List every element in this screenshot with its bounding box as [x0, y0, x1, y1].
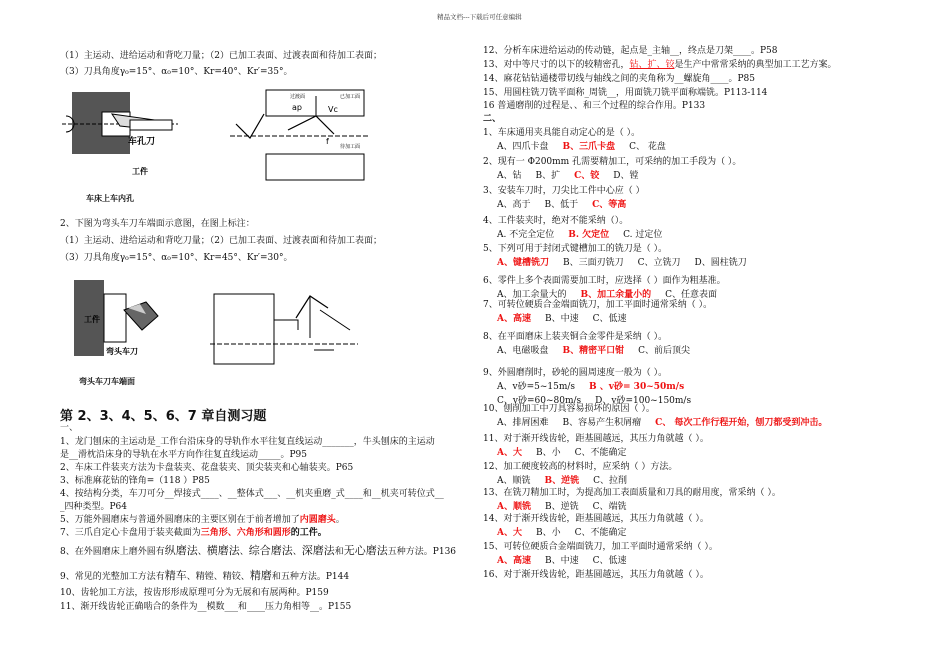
option-a[interactable]: A、高速 — [497, 556, 531, 566]
option-c[interactable]: C、立铣刀 — [637, 258, 681, 268]
option-c[interactable]: C、低速 — [592, 556, 627, 566]
label-ap: ap — [292, 103, 302, 112]
fill-item-2: 2、车床工件装夹方法为卡盘装夹、花盘装夹、顶尖装夹和心轴装夹。P65 — [60, 463, 354, 473]
label-surface: 过渡面 — [290, 94, 306, 100]
option-b[interactable]: B、容易产生积屑瘤 — [562, 418, 642, 428]
label-tool: 弯头车刀 — [106, 347, 138, 356]
question-stem: 3、安装车刀时，刀尖比工件中心应（ ） — [483, 186, 645, 196]
option-a[interactable]: A、顺铣 — [497, 502, 531, 512]
option-d[interactable]: D、圆柱铣刀 — [694, 258, 747, 268]
label-work: 工件 — [84, 315, 100, 324]
section-two: 二、 — [483, 114, 502, 124]
option-b[interactable]: B、扩 — [535, 171, 561, 181]
option-a[interactable]: A、键槽铣刀 — [497, 258, 549, 268]
option-c[interactable]: C、端铣 — [592, 502, 627, 512]
fill-item-1a: 1、龙门刨床的主运动是_工作台沿床身的导轨作水平往复直线运动_______，牛头刨床的主运动 — [60, 437, 435, 447]
label-work: 工件 — [132, 167, 148, 176]
figure-facing-caption: 弯头车刀车端面 — [79, 377, 135, 386]
answer: 三角形、六角形和圆形 — [200, 528, 291, 538]
option-a[interactable]: A、电磁吸盘 — [497, 346, 549, 356]
option-c[interactable]: C、任意表面 — [665, 290, 717, 300]
fill-item-11: 11、渐开线齿轮正确啮合的条件为__模数___和____压力角相等__。P155 — [60, 602, 352, 612]
fill-item-9: 9、常见的光整加工方法有精车、精镗、精铰、精磨和五种方法。P144 — [60, 569, 350, 582]
figure-boring-schematic — [230, 86, 370, 191]
question-stem: 7、可转位硬质合金端面铣刀，加工平面时通常采纳（ ）。 — [483, 300, 713, 310]
q2-stem: 2、下图为弯头车刀车端面示意图，在图上标注： — [60, 219, 255, 229]
option-b[interactable]: B、小 — [535, 448, 561, 458]
section-title: 第 2、3、4、5、6、7 章自测习题 — [60, 409, 267, 424]
option-b[interactable]: B、小 — [535, 528, 561, 538]
q1-line-b: （3）刀具角度γ₀=15°、α₀=10°、Kr=40°、Kr′=35°。 — [60, 67, 293, 77]
option-row — [497, 502, 641, 513]
question-stem: 8、在平面磨床上装夹铜合金零件是采纳（ ）。 — [483, 332, 668, 342]
question-stem: 10、刨削加工中刀具容易损坏的原因（ ）。 — [483, 404, 655, 414]
option-a[interactable]: A、大 — [497, 448, 522, 458]
question-stem: 1、车床通用夹具能自动定心的是（ ）。 — [483, 128, 641, 138]
figure-facing-schematic — [210, 290, 360, 380]
label-tool: 车孔刀 — [128, 137, 156, 147]
question-stem: 15、可转位硬质合金端面铣刀，加工平面时通常采纳（ ）。 — [483, 542, 718, 552]
question-stem: 14、对于渐开线齿轮，距基圆越远，其压力角就越（ ）。 — [483, 514, 709, 524]
option-row — [497, 258, 761, 269]
option-b[interactable]: B、逆铣 — [544, 476, 580, 486]
fill-item-1b: 是__滑枕沿床身的导轨在水平方向作往复直线运动_____。P95 — [60, 450, 308, 460]
page-header: 精品文档---下载后可任意编辑 — [437, 13, 522, 21]
option-a[interactable]: A. 不完全定位 — [497, 230, 555, 240]
option-b[interactable]: B 、v砂= 30~50m/s — [589, 382, 685, 392]
fill-item-15: 15、用圆柱铣刀铣平面称_周铣__，用面铣刀铣平面称端铣。P113-114 — [483, 88, 768, 98]
option-b[interactable]: B、加工余量小的 — [580, 290, 652, 300]
option-a[interactable]: A、钻 — [497, 171, 522, 181]
option-d[interactable]: D、镗 — [613, 171, 639, 181]
question-stem: 11、对于渐开线齿轮，距基圆越远，其压力角就越（ ）。 — [483, 434, 709, 444]
question-stem: 16、对于渐开线齿轮，距基圆越远，其压力角就越（ ）。 — [483, 570, 709, 580]
option-c[interactable]: C、等高 — [592, 200, 627, 210]
fill-item-14: 14、麻花钻钻通楼带切线与轴线之间的夹角称为__螺旋角____。P85 — [483, 74, 755, 84]
option-b[interactable]: B、逆铣 — [544, 502, 579, 512]
fill-item-10: 10、齿轮加工方法，按齿形形成原理可分为无展和有展两种。P159 — [60, 588, 329, 598]
q2-line-b: （3）刀具角度γ₀=15°、α₀=10°、Kr=45°、Kr′=30°。 — [60, 253, 293, 263]
question-stem: 12、加工硬度较高的材料时，应采纳（ ）方法。 — [483, 462, 678, 472]
option-b[interactable]: B、低于 — [544, 200, 579, 210]
option-row — [497, 476, 641, 487]
option-row — [497, 230, 676, 241]
option-c[interactable]: C、v砂=60~80m/s — [497, 396, 582, 406]
option-a[interactable]: A、四爪卡盘 — [497, 142, 549, 152]
fill-item-4b: _四种类型。P64 — [60, 502, 128, 512]
option-b[interactable]: B、中速 — [544, 556, 579, 566]
option-c[interactable]: C、拉削 — [593, 476, 627, 486]
answer: 钻、扩、铰 — [629, 60, 675, 70]
section-one: 一、 — [60, 423, 79, 433]
question-stem: 4、工件装夹时，绝对不能采纳（）。 — [483, 216, 629, 226]
option-row — [497, 556, 641, 567]
label-unfinished: 待加工面 — [340, 144, 361, 150]
option-c[interactable]: C、不能确定 — [574, 528, 627, 538]
question-stem: 2、现有一 Φ200mm 孔需要精加工，可采纳的加工手段为（ ）。 — [483, 157, 742, 167]
option-a[interactable]: A、高速 — [497, 314, 531, 324]
option-c[interactable]: C、前后顶尖 — [638, 346, 690, 356]
option-a[interactable]: A、排屑困难 — [497, 418, 549, 428]
option-c[interactable]: C. 过定位 — [623, 230, 663, 240]
option-c[interactable]: C、不能确定 — [574, 448, 627, 458]
option-a[interactable]: A、高于 — [497, 200, 531, 210]
fill-item-16: 16 普通磨削的过程是、、和三个过程的综合作用。P133 — [483, 101, 706, 111]
fill-item-7: 7、三爪自定心卡盘用于装夹截面为三角形、六角形和圆形的工件。 — [60, 528, 327, 538]
fill-item-12: 12、分析车床进给运动的传动链，起点是_主轴__，终点是刀架____。P58 — [483, 46, 778, 56]
option-b[interactable]: B. 欠定位 — [568, 230, 610, 240]
answer: 内圆磨头 — [299, 515, 336, 525]
fill-item-5: 5、万能外圆磨床与普通外圆磨床的主要区别在于前者增加了内圆磨头。 — [60, 515, 345, 525]
option-b[interactable]: B、中速 — [544, 314, 579, 324]
fill-item-4a: 4、按结构分类，车刀可分__焊接式____、__整体式___、__机夹重磨_式____和__机夹可转位式__ — [60, 489, 444, 499]
label-vc: Vc — [328, 105, 338, 114]
question-stem: 5、下列可用于封闭式键槽加工的铣刀是（ ）。 — [483, 244, 668, 254]
option-a[interactable]: A、加工余量大的 — [497, 290, 567, 300]
q1-line-a: （1）主运动、进给运动和背吃刀量；（2）已加工表面、过渡表面和待加工表面； — [60, 51, 382, 61]
option-row — [497, 142, 680, 153]
label-finished: 已加工面 — [340, 94, 361, 100]
option-b[interactable]: B、精密平口钳 — [562, 346, 625, 356]
fill-item-13: 13、对中等尺寸的以下的较精密孔，钻、扩、铰是生产中常常采纳的典型加工工艺方案。 — [483, 60, 837, 70]
option-a[interactable]: A、大 — [497, 528, 522, 538]
figure-facing — [66, 276, 176, 364]
option-row — [497, 528, 641, 539]
option-d[interactable]: D、v砂=100~150m/s — [595, 396, 692, 406]
figure-boring-caption: 车床上车内孔 — [86, 194, 134, 203]
fill-item-3: 3、标准麻花钻的锋角=（118 ）P85 — [60, 476, 210, 486]
option-row — [497, 448, 641, 459]
option-row — [497, 314, 641, 325]
question-stem: 9、外圆磨削时，砂轮的圆周速度一般为（ ）。 — [483, 368, 668, 378]
option-row — [497, 346, 704, 357]
option-a[interactable]: A、顺铣 — [497, 476, 531, 486]
question-stem: 13、在铣刀精加工时，为提高加工表面质量和刀具的耐用度，常采纳（ ）。 — [483, 488, 781, 498]
option-b[interactable]: B、三爪卡盘 — [562, 142, 616, 152]
fill-item-8: 8、在外圆磨床上磨外圆有纵磨法、横磨法、综合磨法、深磨法和无心磨法五种方法。P136 — [60, 544, 457, 557]
option-row — [497, 382, 698, 393]
option-c[interactable]: C、 每次工作行程开始，刨刀都受到冲击。 — [655, 418, 828, 428]
label-f: f — [326, 137, 329, 146]
option-row — [497, 418, 841, 429]
figure-boring — [60, 86, 180, 176]
q2-line-a: （1）主运动、进给运动和背吃刀量；（2）已加工表面、过渡表面和待加工表面； — [60, 236, 382, 246]
option-c[interactable]: C、低速 — [592, 314, 627, 324]
option-c[interactable]: C、铰 — [574, 171, 600, 181]
question-stem: 6、零件上多个表面需要加工时，应选择（ ）面作为粗基准。 — [483, 276, 726, 286]
option-b[interactable]: B、三面刃铣刀 — [562, 258, 624, 268]
option-row — [497, 200, 640, 211]
option-row — [497, 171, 653, 182]
option-a[interactable]: A、v砂=5~15m/s — [497, 382, 576, 392]
option-c[interactable]: C、 花盘 — [629, 142, 666, 152]
